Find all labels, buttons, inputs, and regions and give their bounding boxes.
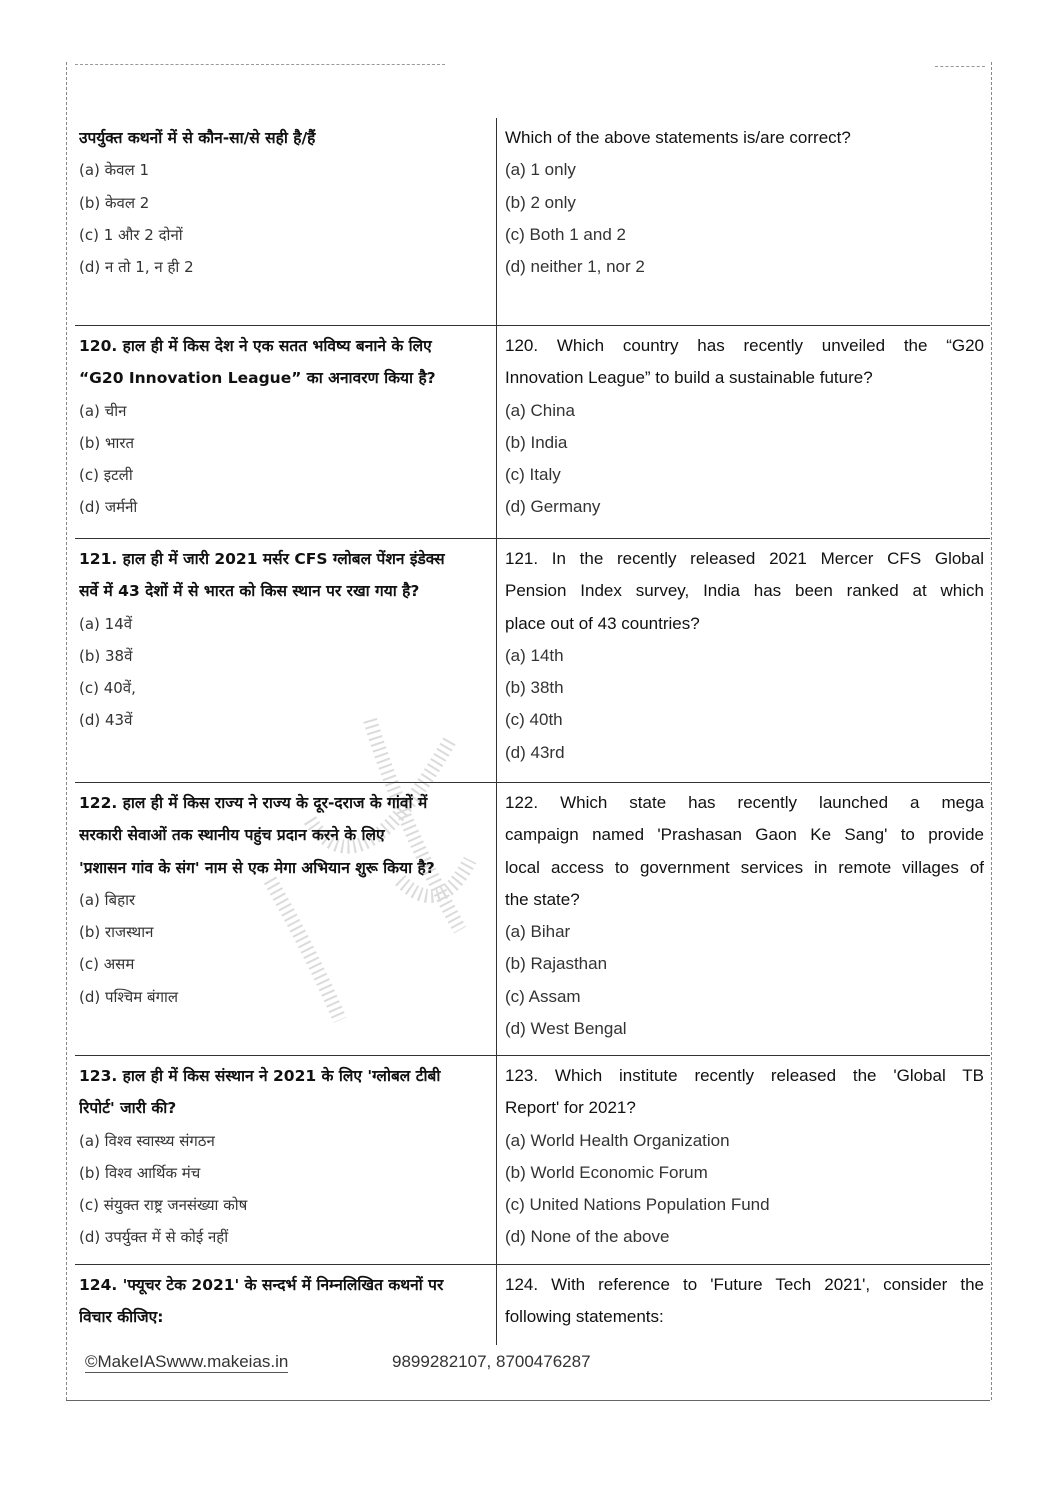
footer-copyright-link[interactable]: ©MakeIASwww.makeias.in bbox=[85, 1352, 289, 1371]
answer-option: (b) 2 only bbox=[505, 192, 576, 212]
answer-option: (c) 40वें, bbox=[79, 679, 136, 698]
question-row bbox=[75, 539, 990, 783]
question-row bbox=[75, 326, 990, 539]
question-text: सर्वे में 43 देशों में से भारत को किस स्थान पर रखा गया है? bbox=[79, 582, 420, 601]
english-column bbox=[497, 539, 990, 782]
answer-option: (b) World Economic Forum bbox=[505, 1162, 708, 1182]
question-text: Report' for 2021? bbox=[505, 1098, 636, 1118]
question-text: 124. With reference to 'Future Tech 2021', consider the bbox=[505, 1275, 984, 1294]
answer-option: (c) Italy bbox=[505, 465, 561, 485]
english-column bbox=[497, 1265, 990, 1345]
scan-edge bbox=[935, 66, 985, 67]
question-row bbox=[75, 118, 990, 326]
question-text: 'प्रशासन गांव के संग' नाम से एक मेगा अभियान शुरू किया है? bbox=[79, 858, 435, 877]
answer-option: (b) Rajasthan bbox=[505, 954, 608, 974]
english-column bbox=[497, 1056, 990, 1264]
question-text: 120. हाल ही में किस देश ने एक सतत भविष्य बनाने के लिए bbox=[79, 337, 432, 355]
answer-option: (a) 14वें bbox=[79, 614, 133, 633]
answer-option: (c) इटली bbox=[79, 466, 133, 485]
answer-option: (b) India bbox=[505, 432, 568, 452]
answer-option: (c) 40th bbox=[505, 710, 563, 730]
footer-border bbox=[66, 1400, 990, 1401]
answer-option: (c) United Nations Population Fund bbox=[505, 1195, 770, 1215]
question-text: सरकारी सेवाओं तक स्थानीय पहुंच प्रदान करने के लिए bbox=[79, 826, 385, 845]
answer-option: (b) भारत bbox=[79, 433, 135, 452]
answer-option: (c) Assam bbox=[505, 986, 581, 1006]
question-text: local access to government services in remote villages of bbox=[505, 857, 984, 877]
scan-edge bbox=[75, 64, 445, 65]
question-text: 120. Which country has recently unveiled the “G20 bbox=[505, 336, 984, 355]
answer-option: (c) 1 और 2 दोनों bbox=[79, 225, 183, 244]
hindi-column bbox=[75, 118, 497, 325]
answer-option: (d) West Bengal bbox=[505, 1019, 627, 1039]
answer-option: (a) China bbox=[505, 400, 575, 420]
question-text: 123. Which institute recently released the 'Global TB bbox=[505, 1066, 984, 1085]
answer-option: (d) Germany bbox=[505, 497, 601, 517]
question-text: विचार कीजिए: bbox=[79, 1308, 164, 1327]
answer-option: (c) संयुक्त राष्ट्र जनसंख्या कोष bbox=[79, 1196, 248, 1215]
question-text: Pension Index survey, India has been ranked at which bbox=[505, 581, 984, 601]
answer-option: (a) 14th bbox=[505, 645, 564, 665]
question-text: Innovation League” to build a sustainable future? bbox=[505, 368, 873, 388]
hindi-column bbox=[75, 326, 497, 538]
hindi-column bbox=[75, 783, 497, 1055]
english-column bbox=[497, 783, 990, 1055]
answer-option: (a) 1 only bbox=[505, 160, 576, 180]
answer-option: (d) neither 1, nor 2 bbox=[505, 257, 645, 277]
answer-option: (b) केवल 2 bbox=[79, 193, 150, 212]
question-text: following statements: bbox=[505, 1307, 664, 1327]
answer-option: (c) Both 1 and 2 bbox=[505, 224, 626, 244]
answer-option: (d) जर्मनी bbox=[79, 498, 138, 517]
answer-option: (b) 38वें bbox=[79, 646, 133, 665]
answer-option: (d) 43rd bbox=[505, 742, 565, 762]
question-text: campaign named 'Prashasan Gaon Ke Sang' to provide bbox=[505, 825, 984, 845]
answer-option: (d) उपर्युक्त में से कोई नहीं bbox=[79, 1228, 229, 1247]
answer-option: (c) असम bbox=[79, 955, 135, 974]
question-text: 121. In the recently released 2021 Mercer CFS Global bbox=[505, 549, 984, 568]
answer-option: (d) न तो 1, न ही 2 bbox=[79, 258, 194, 277]
footer-phone: 9899282107, 8700476287 bbox=[392, 1352, 591, 1371]
answer-option: (a) केवल 1 bbox=[79, 161, 150, 180]
question-text: उपर्युक्त कथनों में से कौन-सा/से सही है/हैं bbox=[79, 129, 316, 147]
question-text: Which of the above statements is/are correct? bbox=[505, 128, 851, 147]
answer-option: (d) पश्चिम बंगाल bbox=[79, 987, 179, 1006]
answer-option: (a) चीन bbox=[79, 401, 127, 420]
question-grid bbox=[75, 118, 990, 1345]
question-text: 122. Which state has recently launched a mega bbox=[505, 793, 984, 812]
answer-option: (b) विश्व आर्थिक मंच bbox=[79, 1163, 201, 1182]
answer-option: (d) None of the above bbox=[505, 1227, 670, 1247]
answer-option: (a) World Health Organization bbox=[505, 1130, 730, 1150]
answer-option: (b) 38th bbox=[505, 678, 564, 698]
question-row bbox=[75, 1056, 990, 1265]
question-text: रिपोर्ट' जारी की? bbox=[79, 1099, 177, 1118]
question-text: the state? bbox=[505, 889, 580, 909]
question-text: place out of 43 countries? bbox=[505, 613, 700, 633]
hindi-column bbox=[75, 539, 497, 782]
answer-option: (d) 43वें bbox=[79, 711, 133, 730]
english-column bbox=[497, 118, 990, 325]
answer-option: (a) Bihar bbox=[505, 922, 571, 942]
hindi-column bbox=[75, 1265, 497, 1345]
question-row bbox=[75, 1265, 990, 1345]
question-text: “G20 Innovation League” का अनावरण किया है? bbox=[79, 369, 436, 388]
question-text: 121. हाल ही में जारी 2021 मर्सर CFS ग्लोबल पेंशन इंडेक्स bbox=[79, 550, 445, 568]
english-column bbox=[497, 326, 990, 538]
question-text: 124. 'फ्यूचर टेक 2021' के सन्दर्भ में निम्नलिखित कथनों पर bbox=[79, 1276, 444, 1294]
question-text: 123. हाल ही में किस संस्थान ने 2021 के लिए 'ग्लोबल टीबी bbox=[79, 1067, 441, 1085]
answer-option: (a) विश्व स्वास्थ्य संगठन bbox=[79, 1131, 215, 1150]
question-row bbox=[75, 783, 990, 1056]
hindi-column bbox=[75, 1056, 497, 1264]
answer-option: (b) राजस्थान bbox=[79, 923, 154, 942]
answer-option: (a) बिहार bbox=[79, 890, 136, 909]
question-text: 122. हाल ही में किस राज्य ने राज्य के दूर-दराज के गांवों में bbox=[79, 794, 428, 812]
